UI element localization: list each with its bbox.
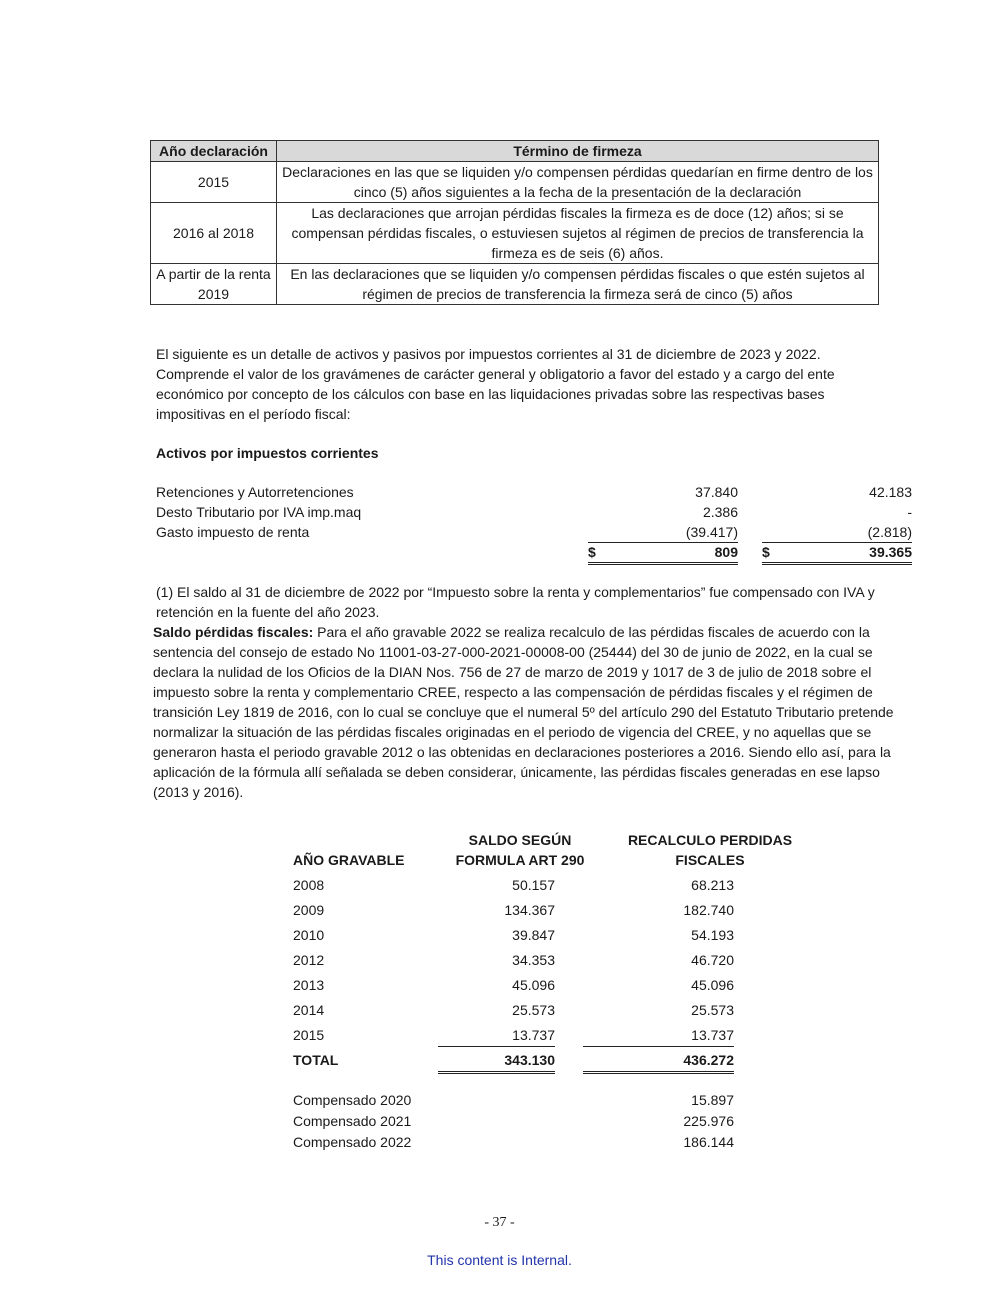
perdida-recalculo: 46.720 bbox=[691, 952, 734, 968]
intro-paragraph: El siguiente es un detalle de activos y pasivos por impuestos corrientes al 31 de diciembre de 2023 y 2022. Comprende el valor de los gravámenes de carácter general y obligatorio a favor del estado y a cargo del ente económico por concepto de los cálculos con base en las liquidaciones privadas sobre las respectivas bases impositivas en el período fiscal: bbox=[156, 346, 835, 422]
perdida-saldo: 34.353 bbox=[512, 952, 555, 968]
perdida-year: 2013 bbox=[293, 977, 325, 993]
table-row bbox=[151, 203, 879, 264]
activo-value-2023: 2.386 bbox=[702, 504, 738, 520]
saldo-label: Saldo pérdidas fiscales: bbox=[153, 624, 314, 640]
firmeza-table bbox=[150, 140, 879, 305]
table-row bbox=[293, 1024, 735, 1049]
perdida-year: 2012 bbox=[293, 952, 325, 968]
table-row bbox=[151, 264, 879, 305]
firmeza-header-row bbox=[151, 141, 879, 162]
activos-total-2023 bbox=[588, 542, 738, 565]
total-recalculo: 436.272 bbox=[583, 1049, 734, 1074]
row-term: Declaraciones en las que se liquiden y/o compensen pérdidas quedarían en firme dentro de los cinco (5) años siguientes a la fecha de la presentación de la declaración bbox=[277, 162, 879, 203]
activo-label: Gasto impuesto de renta bbox=[156, 524, 310, 540]
perdida-recalculo: 25.573 bbox=[691, 1002, 734, 1018]
col-recalculo bbox=[610, 830, 810, 870]
perdida-recalculo: 68.213 bbox=[691, 877, 734, 893]
currency-symbol: $ bbox=[762, 544, 770, 560]
table-row bbox=[293, 974, 735, 999]
row-term: Las declaraciones que arrojan pérdidas fiscales la firmeza es de doce (12) años; si se compensan pérdidas fiscales, o estuviesen sujetos al régimen de precios de transferencia la firmeza es de seis (6) años. bbox=[277, 203, 879, 264]
activos-heading: Activos por impuestos corrientes bbox=[156, 445, 379, 461]
list-item bbox=[293, 1090, 735, 1111]
perdida-saldo: 50.157 bbox=[512, 877, 555, 893]
total-saldo: 343.130 bbox=[438, 1049, 555, 1074]
saldo-paragraph bbox=[153, 622, 913, 802]
activo-value-2022: (2.818) bbox=[762, 522, 912, 543]
compensado-label: Compensado 2022 bbox=[293, 1134, 412, 1150]
activo-value-2022: 42.183 bbox=[869, 484, 912, 500]
header-termino-firmeza: Término de firmeza bbox=[277, 141, 879, 162]
perdida-recalculo: 54.193 bbox=[691, 927, 734, 943]
perdida-recalculo: 182.740 bbox=[683, 902, 734, 918]
table-row bbox=[156, 482, 912, 502]
perdida-year: 2008 bbox=[293, 877, 325, 893]
note-1: (1) El saldo al 31 de diciembre de 2022 por “Impuesto sobre la renta y complementarios” fue compensado con IVA y retención en la fuente del año 2023. bbox=[156, 584, 875, 620]
perdida-saldo: 25.573 bbox=[512, 1002, 555, 1018]
col-recalculo-line1: RECALCULO PERDIDAS bbox=[627, 832, 793, 848]
activo-value-2022: - bbox=[907, 504, 912, 520]
perdida-saldo: 45.096 bbox=[512, 977, 555, 993]
table-row bbox=[293, 899, 735, 924]
table-row bbox=[293, 924, 735, 949]
total-value: 39.365 bbox=[869, 544, 912, 560]
col-ano-gravable: AÑO GRAVABLE bbox=[293, 852, 405, 868]
table-row bbox=[156, 502, 912, 522]
table-row bbox=[293, 999, 735, 1024]
saldo-text: Para el año gravable 2022 se realiza recalculo de las pérdidas fiscales de acuerdo con la sentencia del consejo de estado No 11001-03-27-000-2021-00008-00 (25444) del 30 de junio de 2022, en la cual se declara la nulidad de los Oficios de la DIAN Nos. 756 de 27 de marzo de 2019 y 1017 de 3 de julio de 2018 sobre el impuesto sobre la renta y complementario CREE, respecto a las compensación de pérdidas fiscales y el régimen de transición Ley 1819 de 2016, con lo cual se concluye que el numeral 5º del artículo 290 del Estatuto Tributario pretende normalizar la situación de las pérdidas fiscales originadas en el periodo de vigencia del CREE, y no aquellas que se generaron hasta el periodo gravable 2012 o las obtenidas en declaraciones posteriores a 2016. Siendo ello así, para la aplicación de la fórmula allí señalada se deben considerar, únicamente, las pérdidas fiscales generadas en ese lapso (2013 y 2016). bbox=[153, 624, 894, 800]
header-ano-declaracion: Año declaración bbox=[151, 141, 277, 162]
activo-label: Retenciones y Autorretenciones bbox=[156, 484, 354, 500]
compensado-value: 225.976 bbox=[683, 1113, 734, 1129]
list-item bbox=[293, 1111, 735, 1132]
table-row bbox=[293, 874, 735, 899]
perdida-year: 2014 bbox=[293, 1002, 325, 1018]
row-term: En las declaraciones que se liquiden y/o compensen pérdidas fiscales o que estén sujetos al régimen de precios de transferencia la firmeza será de cinco (5) años bbox=[277, 264, 879, 305]
activo-value-2023: (39.417) bbox=[588, 522, 738, 543]
perdida-year: 2009 bbox=[293, 902, 325, 918]
col-recalculo-line2: FISCALES bbox=[675, 852, 745, 868]
compensado-value: 15.897 bbox=[691, 1092, 734, 1108]
page-number: - 37 - bbox=[484, 1215, 515, 1230]
perdida-recalculo: 45.096 bbox=[691, 977, 734, 993]
row-year: 2016 al 2018 bbox=[151, 203, 277, 264]
perdida-saldo: 39.847 bbox=[512, 927, 555, 943]
compensado-value: 186.144 bbox=[683, 1134, 734, 1150]
table-row bbox=[293, 949, 735, 974]
row-year: 2015 bbox=[151, 162, 277, 203]
activo-label: Desto Tributario por IVA imp.maq bbox=[156, 504, 362, 520]
perdida-recalculo: 13.737 bbox=[583, 1024, 734, 1047]
table-row bbox=[156, 522, 912, 542]
compensado-label: Compensado 2021 bbox=[293, 1113, 412, 1129]
total-label: TOTAL bbox=[293, 1052, 339, 1068]
perdida-saldo: 13.737 bbox=[438, 1024, 555, 1047]
perdida-year: 2010 bbox=[293, 927, 325, 943]
col-saldo-line1: SALDO SEGÚN bbox=[468, 832, 572, 848]
perdida-saldo: 134.367 bbox=[504, 902, 555, 918]
footer-classification: This content is Internal. bbox=[427, 1252, 572, 1268]
activos-total-row bbox=[156, 542, 912, 562]
currency-symbol: $ bbox=[588, 544, 596, 560]
total-value: 809 bbox=[714, 544, 738, 560]
col-saldo-line2: FORMULA ART 290 bbox=[455, 852, 585, 868]
row-year: A partir de la renta 2019 bbox=[151, 264, 277, 305]
activo-value-2023: 37.840 bbox=[695, 484, 738, 500]
compensado-label: Compensado 2020 bbox=[293, 1092, 412, 1108]
table-row bbox=[151, 162, 879, 203]
list-item bbox=[293, 1132, 735, 1153]
col-saldo-segun bbox=[440, 830, 600, 870]
activos-total-2022 bbox=[762, 542, 912, 565]
perdidas-total-row bbox=[293, 1049, 735, 1074]
perdida-year: 2015 bbox=[293, 1027, 325, 1043]
